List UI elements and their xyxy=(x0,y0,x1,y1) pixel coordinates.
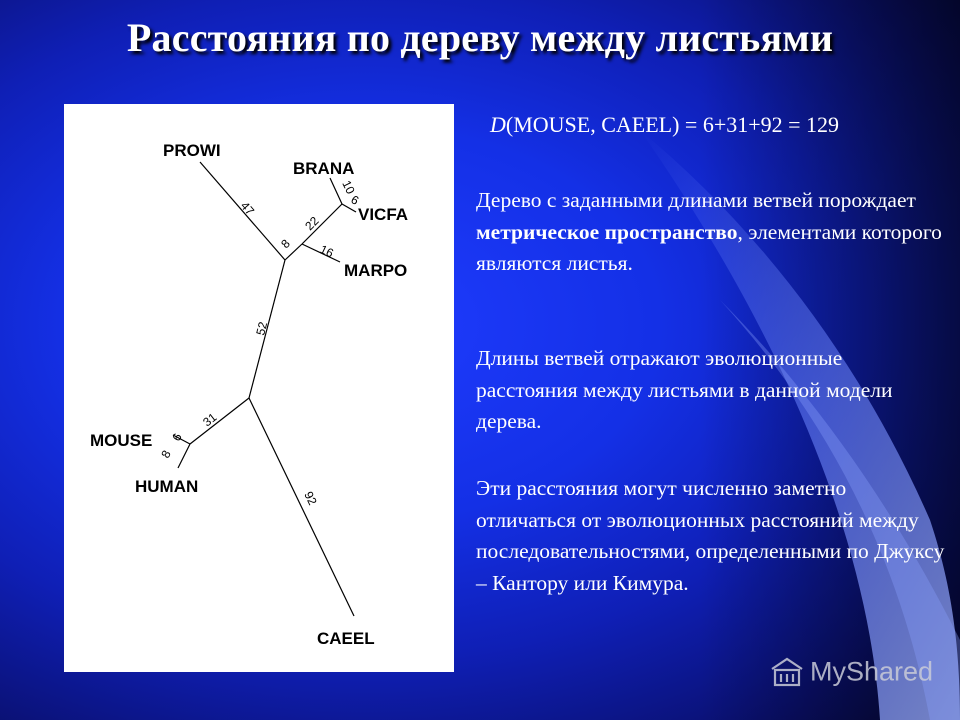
length-internal-d: 31 xyxy=(200,410,220,430)
paragraph-1-text-a: Дерево с заданными длинами ветвей порождает xyxy=(476,188,916,212)
length-internal-c: 52 xyxy=(253,320,271,337)
leaf-human: HUMAN xyxy=(135,477,199,496)
length-human: 8 xyxy=(158,447,174,461)
paragraph-distances: Эти расстояния могут численно заметно отличаться от эволюционных расстояний между последовательностями, определенными по Джуксу – Кантору или Кимура. xyxy=(476,476,945,595)
branch-caeel xyxy=(249,398,354,616)
length-prowi: 47 xyxy=(237,198,258,219)
leaf-mouse: MOUSE xyxy=(90,431,153,450)
paragraph-1-text-c: , элементами которого являются листья. xyxy=(476,219,942,275)
leaf-marpo: MARPO xyxy=(344,261,408,280)
leaf-brana: BRANA xyxy=(293,159,355,178)
branch-internal-d xyxy=(190,398,249,444)
formula-d: D xyxy=(490,112,506,137)
formula-rest: (MOUSE, CAEEL) = 6+31+92 = 129 xyxy=(505,112,840,137)
length-internal-b: 8 xyxy=(278,236,293,252)
watermark xyxy=(768,655,933,689)
tree-panel xyxy=(64,104,454,672)
myshared-logo-icon xyxy=(768,655,806,689)
branch-human xyxy=(178,444,190,468)
watermark-text: MyShared xyxy=(810,656,934,687)
distance-formula xyxy=(490,112,839,138)
paragraph-1-bold: метрическое пространство xyxy=(476,219,738,244)
length-marpo: 16 xyxy=(317,242,336,261)
branch-brana xyxy=(330,178,342,204)
length-vicfa: 6 xyxy=(348,192,362,208)
paragraph-metric-space xyxy=(476,185,946,280)
length-mouse: 6 xyxy=(169,430,185,444)
leaf-vicfa: VICFA xyxy=(358,205,409,224)
paragraph-branch-lengths: Длины ветвей отражают эволюционные расстояния между листьями в данной модели дерева. xyxy=(476,346,893,433)
leaf-prowi: PROWI xyxy=(163,141,221,160)
length-internal-a: 22 xyxy=(302,213,322,234)
leaf-caeel: CAEEL xyxy=(317,629,375,648)
phylogenetic-tree xyxy=(64,104,454,672)
length-caeel: 92 xyxy=(301,489,320,508)
slide-title: Расстояния по дереву между листьями xyxy=(126,15,834,60)
length-brana: 10 xyxy=(339,178,358,197)
